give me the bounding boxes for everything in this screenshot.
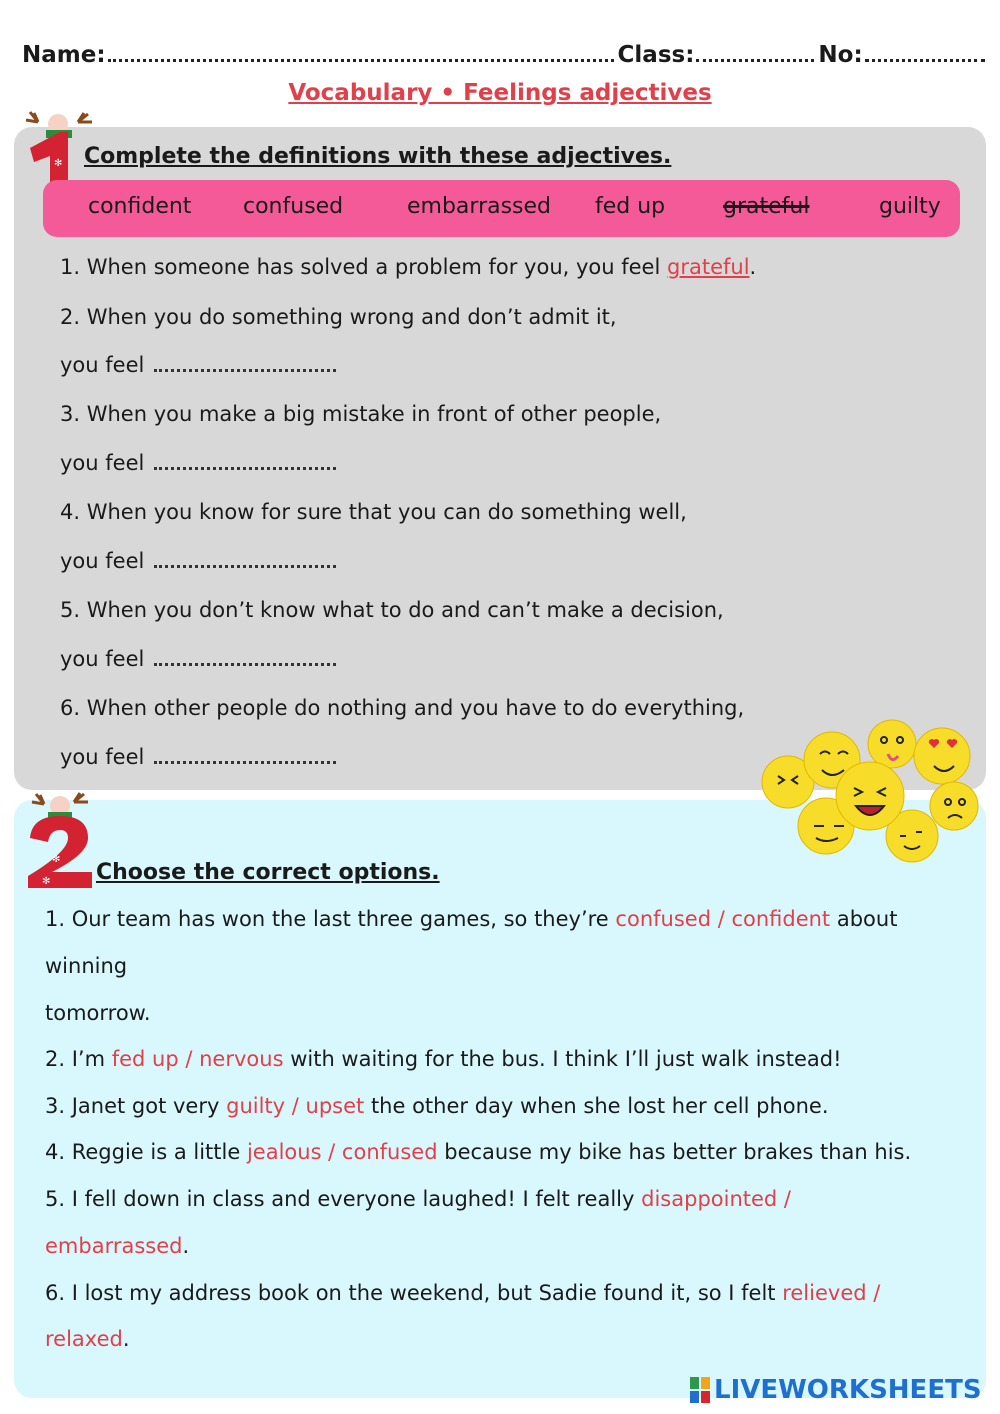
s2-question-3 <box>45 1094 829 1118</box>
s2-q1-text-end: about <box>836 907 898 931</box>
s1-q5-blank-input[interactable] <box>154 662 336 666</box>
you-feel-label: you feel <box>60 549 145 573</box>
you-feel-label: you feel <box>60 353 145 377</box>
s2-q5-text: 5. I fell down in class and everyone laughed! I felt really <box>45 1187 635 1211</box>
s2-question-2 <box>45 1047 841 1071</box>
s2-q6-end: . <box>122 1327 130 1351</box>
word-bank-item: fed up <box>595 194 666 219</box>
s2-q4-text: 4. Reggie is a little <box>45 1140 241 1164</box>
you-feel-label: you feel <box>60 745 145 769</box>
s2-question-6 <box>45 1281 880 1305</box>
s1-q2-blank-input[interactable] <box>154 368 336 372</box>
s1-question-2: 2. When you do something wrong and don’t admit it, <box>60 305 617 329</box>
s2-q3-text: 3. Janet got very <box>45 1094 220 1118</box>
s1-answer-line-4 <box>60 549 336 573</box>
s2-q2-options[interactable]: fed up / nervous <box>111 1047 284 1071</box>
you-feel-label: you feel <box>60 647 145 671</box>
svg-text:✻: ✻ <box>54 158 63 169</box>
s1-answer-line-6 <box>60 745 336 769</box>
svg-text:✻: ✻ <box>42 876 51 887</box>
s2-question-4 <box>45 1140 911 1164</box>
s2-q3-text-end: the other day when she lost her cell phone. <box>370 1094 829 1118</box>
word-bank-item: embarrassed <box>407 194 552 219</box>
s1-q1-end: . <box>749 255 757 279</box>
section-2-instruction: Choose the correct options. <box>96 860 440 885</box>
s1-q1-answer: grateful <box>667 255 750 279</box>
s2-q1-line-3: tomorrow. <box>45 1001 151 1025</box>
s2-question-1 <box>45 907 897 931</box>
section-2-number-icon <box>22 792 100 892</box>
s1-question-4: 4. When you know for sure that you can do something well, <box>60 500 687 524</box>
s2-q1-options[interactable]: confused / confident <box>615 907 831 931</box>
section-1-instruction: Complete the definitions with these adjectives. <box>84 144 672 169</box>
s1-question-6: 6. When other people do nothing and you have to do everything, <box>60 696 745 720</box>
liveworksheets-logo <box>690 1376 990 1404</box>
s1-answer-line-3 <box>60 451 336 475</box>
emoji-faces-illustration <box>758 714 990 864</box>
s2-q5-options[interactable]: disappointed / <box>641 1187 792 1211</box>
word-bank-item: confident <box>88 194 192 219</box>
word-bank-item: guilty <box>879 194 941 219</box>
student-info-header <box>22 34 982 68</box>
name-label: Name: <box>22 42 106 68</box>
liveworksheets-logo-icon <box>690 1377 710 1403</box>
s2-q6-line-2 <box>45 1327 130 1351</box>
class-label: Class: <box>617 42 695 68</box>
worksheet-title: Vocabulary • Feelings adjectives <box>288 80 712 106</box>
s2-question-5 <box>45 1187 791 1211</box>
word-bank <box>43 180 960 237</box>
s2-q2-text: 2. I’m <box>45 1047 106 1071</box>
s2-q3-options[interactable]: guilty / upset <box>226 1094 365 1118</box>
s1-q3-blank-input[interactable] <box>154 466 336 470</box>
liveworksheets-wordmark: LIVEWORKSHEETS <box>714 1375 982 1405</box>
s2-q6-text: 6. I lost my address book on the weekend, but Sadie found it, so I felt <box>45 1281 776 1305</box>
s2-q4-text-end: because my bike has better brakes than his. <box>444 1140 912 1164</box>
s2-q5-end: . <box>182 1234 190 1258</box>
s2-q2-text-end: with waiting for the bus. I think I’ll just walk instead! <box>290 1047 842 1071</box>
s1-question-3: 3. When you make a big mistake in front of other people, <box>60 402 662 426</box>
no-input-line[interactable] <box>865 58 985 62</box>
s2-q5-options-cont[interactable]: embarrassed <box>45 1234 183 1258</box>
s2-q1-line-2: winning <box>45 954 128 978</box>
svg-text:✻: ✻ <box>52 854 61 865</box>
s1-answer-line-5 <box>60 647 336 671</box>
s2-q6-options[interactable]: relieved / <box>782 1281 881 1305</box>
no-label: No: <box>818 42 863 68</box>
s1-q1-text: 1. When someone has solved a problem for you, you feel <box>60 255 661 279</box>
you-feel-label: you feel <box>60 451 145 475</box>
s1-question-5: 5. When you don’t know what to do and can’t make a decision, <box>60 598 724 622</box>
s2-q4-options[interactable]: jealous / confused <box>246 1140 438 1164</box>
s2-q6-options-cont[interactable]: relaxed <box>45 1327 123 1351</box>
s2-q5-line-2 <box>45 1234 189 1258</box>
class-input-line[interactable] <box>696 58 814 62</box>
s1-question-1 <box>60 255 756 279</box>
word-bank-item: confused <box>243 194 344 219</box>
word-bank-item-used: grateful <box>723 194 810 219</box>
s1-answer-line-2 <box>60 353 336 377</box>
s1-q6-blank-input[interactable] <box>154 760 336 764</box>
s1-q4-blank-input[interactable] <box>154 564 336 568</box>
s2-q1-text: 1. Our team has won the last three games, so they’re <box>45 907 609 931</box>
name-input-line[interactable] <box>108 58 614 62</box>
